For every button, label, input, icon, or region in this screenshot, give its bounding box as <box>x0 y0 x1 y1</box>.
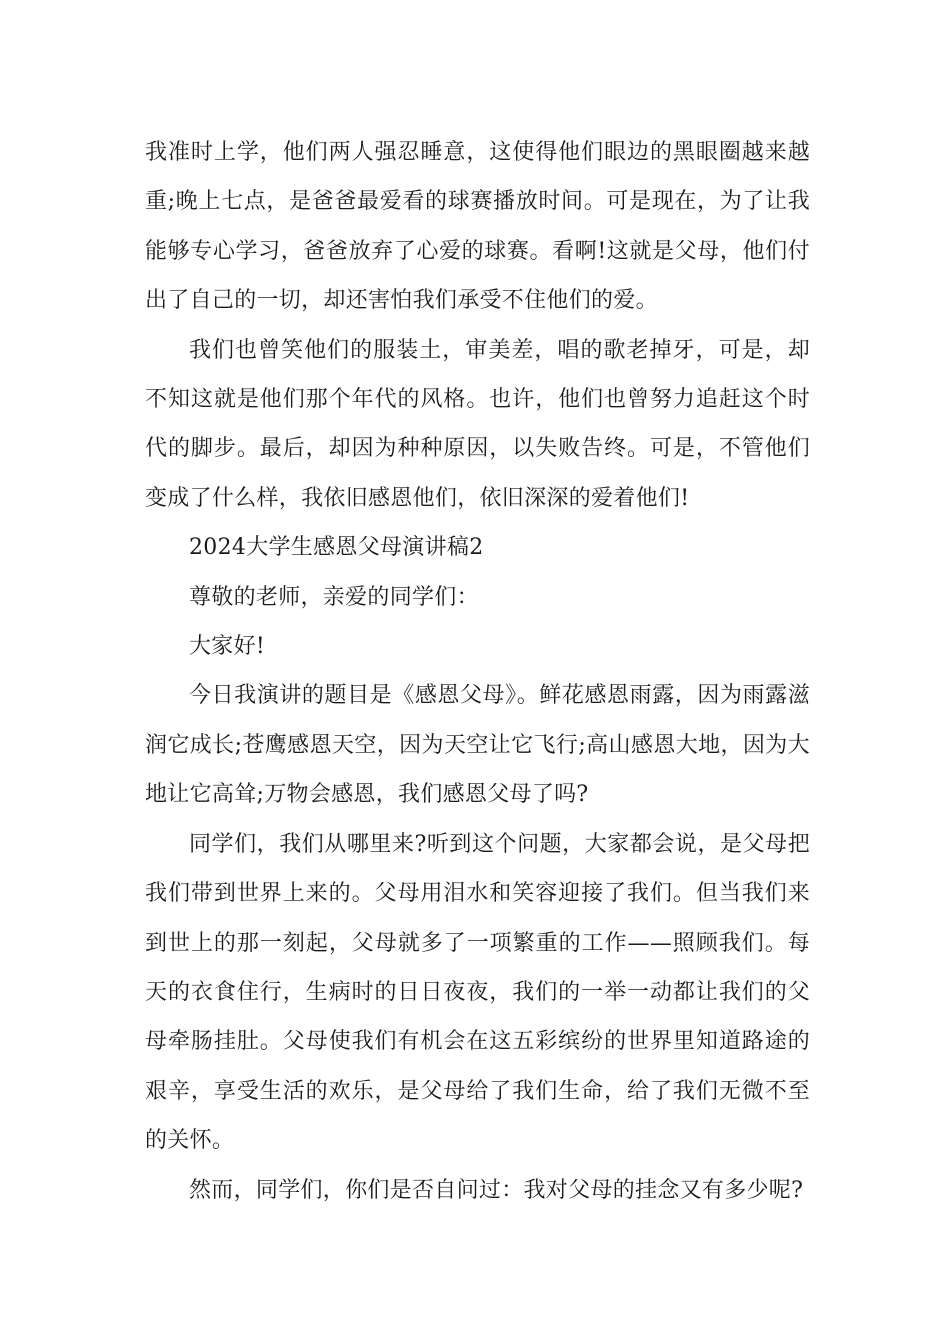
section-heading: 2024大学生感恩父母演讲稿2 <box>189 535 484 561</box>
paragraph-3: 今日我演讲的题目是《感恩父母》。鲜花感恩雨露，因为雨露滋润它成长;苍鹰感恩天空，因为天空让它飞行;高山感恩大地，因为大地让它高耸;万物会感恩，我们感恩父母了吗? <box>145 683 810 808</box>
salutation: 尊敬的老师，亲爱的同学们： <box>189 584 479 610</box>
paragraph-2: 我们也曾笑他们的服装土，审美差，唱的歌老掉牙，可是，却不知这就是他们那个年代的风格。也许，他们也曾努力追赶这个时代的脚步。最后，却因为种种原因，以失败告终。可是，不管他们变成了什么样，我依旧感恩他们，依旧深深的爱着他们! <box>145 337 810 511</box>
paragraph-4: 同学们，我们从哪里来?听到这个问题，大家都会说，是父母把我们带到世界上来的。父母用泪水和笑容迎接了我们。但当我们来到世上的那一刻起，父母就多了一项繁重的工作——照顾我们。每天的衣食住行，生病时的日日夜夜，我们的一举一动都让我们的父母牵肠挂肚。父母使我们有机会在这五彩缤纷的世界里知道路途的艰辛，享受生活的欢乐，是父母给了我们生命，给了我们无微不至的关怀。 <box>145 831 810 1154</box>
document-body <box>145 128 810 1215</box>
greeting: 大家好! <box>189 634 266 660</box>
paragraph-5: 然而，同学们，你们是否自问过：我对父母的挂念又有多少呢? <box>189 1177 804 1203</box>
paragraph-1: 我准时上学，他们两人强忍睡意，这使得他们眼边的黑眼圈越来越重;晚上七点，是爸爸最爱看的球赛播放时间。可是现在，为了让我能够专心学习，爸爸放弃了心爱的球赛。看啊!这就是父母，他们付出了自己的一切，却还害怕我们承受不住他们的爱。 <box>145 140 810 314</box>
